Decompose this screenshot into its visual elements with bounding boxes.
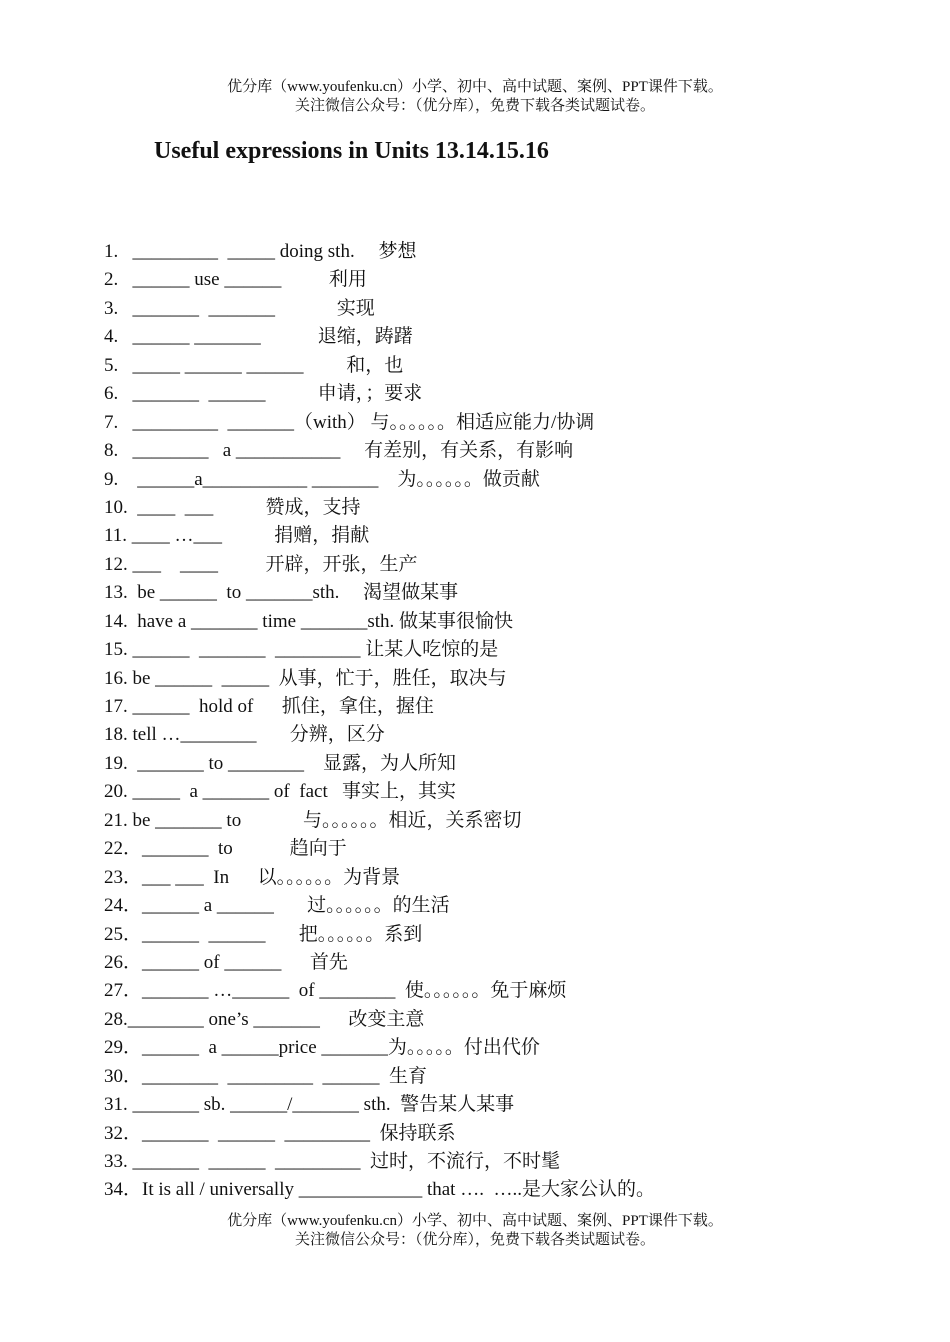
list-item: 5. _____ ______ ______ 和，也	[104, 354, 404, 376]
page-footer	[0, 1212, 950, 1250]
list-item: 32．_______ ______ _________ 保持联系	[104, 1122, 456, 1144]
list-item: 9. ______a___________ _______ 为。。。。。。做贡献	[104, 468, 540, 490]
list-item: 10. ____ ___ 赞成，支持	[104, 496, 361, 518]
list-item: 22．_______ to 趋向于	[104, 838, 347, 860]
list-item: 30．________ _________ ______ 生育	[104, 1065, 428, 1087]
list-item: 17. ______ hold of 抓住，拿住，握住	[104, 696, 434, 717]
header-line-1: 优分库（www.youfenku.cn）小学、初中、高中试题、案例、PPT课件下载。	[227, 79, 723, 95]
list-item: 27．_______ …______ of ________ 使。。。。。。免于麻烦	[104, 980, 567, 1002]
list-item: 15. ______ _______ _________ 让某人吃惊的是	[104, 639, 499, 661]
list-item: 11. ____ …___ 捐赠，捐献	[104, 525, 370, 547]
list-item: 29．______ a ______price _______为。。。。。付出代价	[104, 1037, 540, 1059]
list-item: 25．______ ______ 把。。。。。。系到	[104, 923, 423, 945]
list-item: 12. ___ ____ 开辟，开张，生产	[104, 553, 418, 575]
page-header	[0, 78, 950, 116]
list-item: 4. ______ _______ 退缩，踌躇	[104, 326, 413, 348]
list-item: 14. have a _______ time _______sth. 做某事很愉快	[104, 610, 513, 632]
list-item: 23．___ ___ In 以。。。。。。为背景	[104, 866, 401, 888]
list-item: 16. be ______ _____ 从事，忙于，胜任，取决与	[104, 667, 507, 689]
list-item: 31. _______ sb. ______/_______ sth. 警告某人某事	[104, 1094, 515, 1116]
list-item: 2. ______ use ______ 利用	[104, 269, 367, 291]
list-item: 3. _______ _______ 实现	[104, 297, 375, 319]
list-item: 24．______ a ______ 过。。。。。。的生活	[104, 895, 450, 917]
list-item: 8. ________ a ___________ 有差别，有关系，有影响	[104, 440, 574, 462]
list-item: 20. _____ a _______ of fact 事实上，其实	[104, 781, 456, 803]
page-title: Useful expressions in Units 13.14.15.16	[154, 138, 549, 164]
footer-line-2: 关注微信公众号：（优分库），免费下载各类试题试卷。	[294, 1232, 655, 1248]
list-item: 13. be ______ to _______sth. 渴望做某事	[104, 582, 459, 604]
list-item: 19. _______ to ________ 显露，为人所知	[104, 752, 457, 774]
list-item: 26．______ of ______ 首先	[104, 951, 348, 973]
list-item: 33. _______ ______ _________ 过时，不流行，不时髦	[104, 1151, 561, 1172]
list-item: 7. _________ _______（with） 与。。。。。。相适应能力/协调	[104, 411, 595, 433]
list-item: 18. tell …________ 分辨，区分	[104, 724, 385, 746]
list-item: 34．It is all / universally _____________ that …. …..是大家公认的。	[104, 1179, 655, 1201]
expression-list	[104, 238, 924, 1205]
list-item: 21. be _______ to 与。。。。。。相近，关系密切	[104, 809, 522, 831]
header-line-2: 关注微信公众号：（优分库），免费下载各类试题试卷。	[294, 98, 655, 114]
list-item: 28.________ one’s _______ 改变主意	[104, 1008, 425, 1030]
list-item: 6. _______ ______ 申请，；要求	[104, 383, 423, 405]
footer-line-1: 优分库（www.youfenku.cn）小学、初中、高中试题、案例、PPT课件下载。	[227, 1213, 723, 1229]
list-item: 1. _________ _____ doing sth. 梦想	[104, 241, 417, 262]
